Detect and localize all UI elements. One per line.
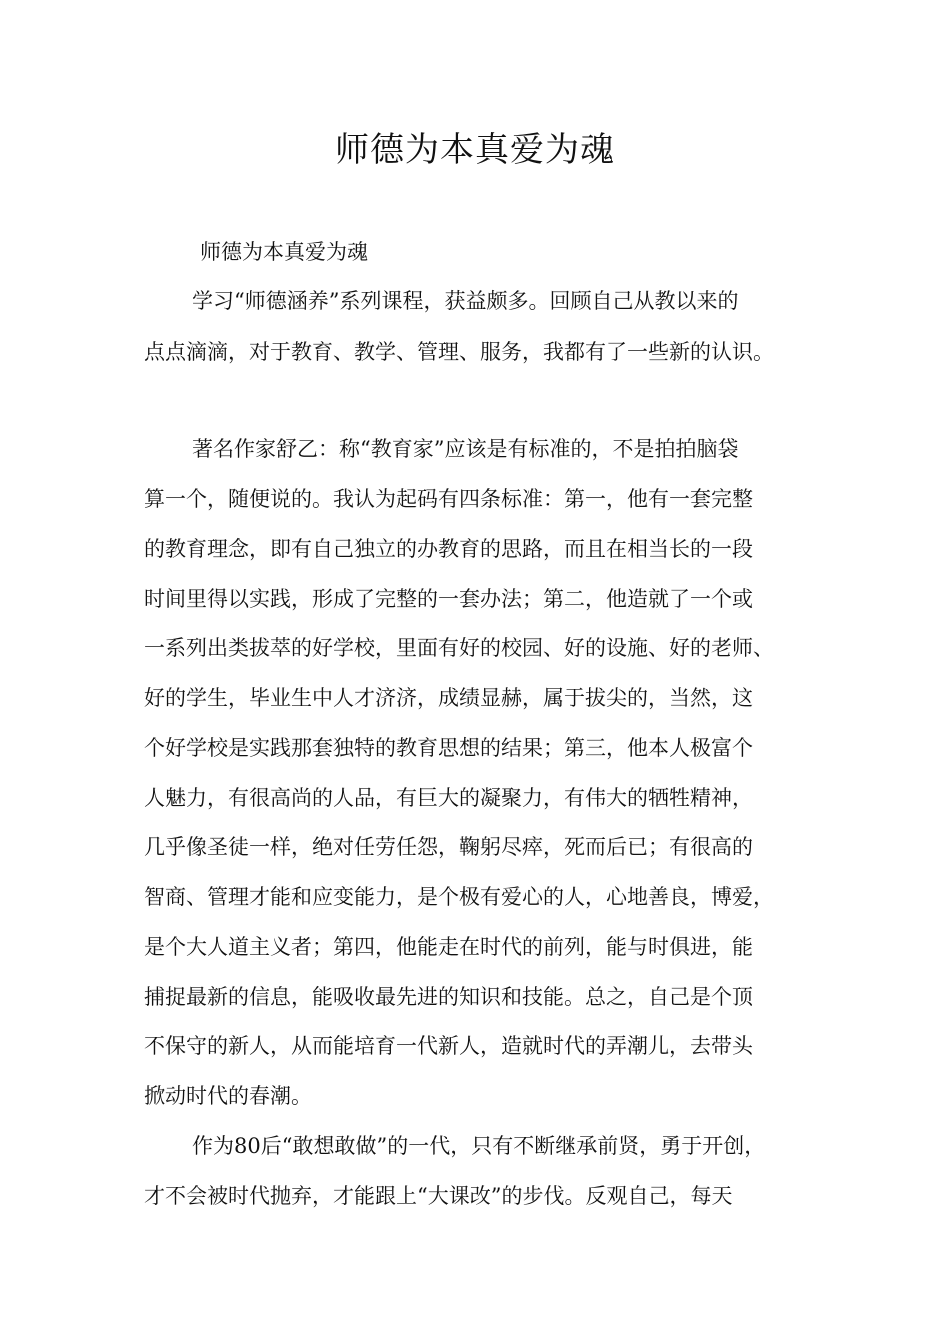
paragraph-line: 捕捉最新的信息，能吸收最先进的知识和技能。总之，自己是个顶: [144, 985, 753, 1009]
document-subtitle: 师德为本真爱为魂: [200, 240, 368, 264]
paragraph-line: 算一个，随便说的。我认为起码有四条标准：第一，他有一套完整: [144, 487, 753, 511]
paragraph-line: 人魅力，有很高尚的人品，有巨大的凝聚力，有伟大的牺牲精神，: [144, 786, 753, 810]
paragraph-line: 著名作家舒乙：称“教育家”应该是有标准的，不是拍拍脑袋: [192, 437, 739, 461]
paragraph-line: 一系列出类拔萃的好学校，里面有好的校园、好的设施、好的老师、: [144, 636, 774, 660]
paragraph-line: 智商、管理才能和应变能力，是个极有爱心的人，心地善良，博爱，: [144, 885, 774, 909]
paragraph-line: 掀动时代的春潮。: [144, 1084, 312, 1108]
paragraph-line: 是个大人道主义者；第四，他能走在时代的前列，能与时俱进，能: [144, 935, 753, 959]
paragraph-line: 学习“师德涵养”系列课程，获益颇多。回顾自己从教以来的: [192, 289, 739, 313]
paragraph-line: 才不会被时代抛弃，才能跟上“大课改”的步伐。反观自己，每天: [144, 1184, 733, 1208]
paragraph-line: 几乎像圣徒一样，绝对任劳任怨，鞠躬尽瘁，死而后已；有很高的: [144, 835, 753, 859]
paragraph-line: 不保守的新人，从而能培育一代新人，造就时代的弄潮儿，去带头: [144, 1034, 753, 1058]
paragraph-line: 作为80后“敢想敢做”的一代，只有不断继承前贤，勇于开创，: [192, 1134, 766, 1158]
paragraph-line: 个好学校是实践那套独特的教育思想的结果；第三，他本人极富个: [144, 736, 753, 760]
paragraph-line: 好的学生，毕业生中人才济济，成绩显赫，属于拔尖的，当然，这: [144, 686, 753, 710]
document-title: 师德为本真爱为魂: [335, 130, 615, 170]
paragraph-line: 的教育理念，即有自己独立的办教育的思路，而且在相当长的一段: [144, 537, 753, 561]
paragraph-line: 时间里得以实践，形成了完整的一套办法；第二，他造就了一个或: [144, 587, 753, 611]
paragraph-line: 点点滴滴，对于教育、教学、管理、服务，我都有了一些新的认识。: [144, 340, 774, 364]
